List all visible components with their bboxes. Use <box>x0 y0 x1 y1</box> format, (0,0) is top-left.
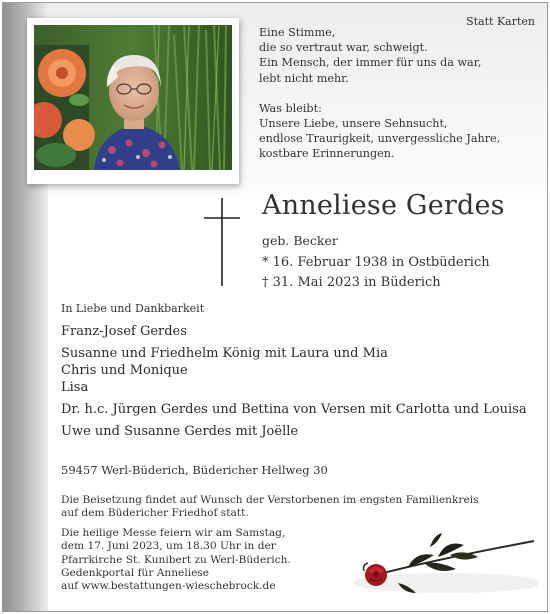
poem-line: Eine Stimme, <box>259 26 336 39</box>
mourner-line: Lisa <box>61 380 89 395</box>
poem-line: lebt nicht mehr. <box>259 71 349 85</box>
maiden-name: geb. Becker <box>262 233 338 248</box>
mass-notice-line: Pfarrkirche St. Kunibert zu Werl-Büderich. <box>61 553 291 566</box>
poem-stanza-2 <box>259 101 500 162</box>
birth-date: * 16. Februar 1938 in Ostbüderich <box>262 255 490 270</box>
mass-notice-line: dem 17. Juni 2023, um 18.30 Uhr in der <box>61 540 276 553</box>
mourners-list <box>61 323 527 440</box>
portal-link[interactable]: auf www.bestattungen-wieschebrock.de <box>61 580 276 593</box>
obituary-card <box>2 2 548 612</box>
poem-line: die so vertraut war, schweigt. <box>259 41 428 55</box>
funeral-notice-line: Die Beisetzung findet auf Wunsch der Verstorbenen im engsten Familienkreis <box>61 494 479 506</box>
poem-stanza-1 <box>259 25 500 86</box>
portal-line: Gedenkportal für Anneliese <box>61 567 210 580</box>
poem-line: Unsere Liebe, unsere Sehnsucht, <box>259 117 448 131</box>
death-date: † 31. Mai 2023 in Büderich <box>262 275 441 290</box>
rose-image <box>338 521 538 603</box>
deceased-name: Anneliese Gerdes <box>262 190 505 221</box>
poem <box>259 25 500 177</box>
mourner-line: Uwe und Susanne Gerdes mit Joëlle <box>61 424 299 439</box>
portrait-frame <box>27 18 239 184</box>
mass-notice-line: Die heilige Messe feiern wir am Samstag, <box>61 526 286 539</box>
portrait-image <box>34 25 232 170</box>
mourner-line: Chris und Monique <box>61 363 188 378</box>
mourner-line: Susanne und Friedhelm König mit Laura und Mia <box>61 346 388 361</box>
poem-line: kostbare Erinnerungen. <box>259 147 395 161</box>
poem-line: endlose Traurigkeit, unvergessliche Jahre, <box>259 132 501 146</box>
funeral-notice-line: auf dem Büdericher Friedhof statt. <box>61 507 249 520</box>
mourner-line: Franz-Josef Gerdes <box>61 324 187 339</box>
portrait-photo <box>34 25 232 170</box>
mourner-line: Dr. h.c. Jürgen Gerdes und Bettina von Versen mit Carlotta und Louisa <box>61 402 527 417</box>
poem-line: Ein Mensch, der immer für uns da war, <box>259 56 482 70</box>
statt-karten-label: Statt Karten <box>466 15 535 28</box>
address: 59457 Werl-Büderich, Büdericher Hellweg 30 <box>61 463 328 477</box>
cross-icon <box>204 198 240 286</box>
mourners-intro: In Liebe und Dankbarkeit <box>61 302 205 315</box>
poem-line: Was bleibt: <box>259 101 322 115</box>
